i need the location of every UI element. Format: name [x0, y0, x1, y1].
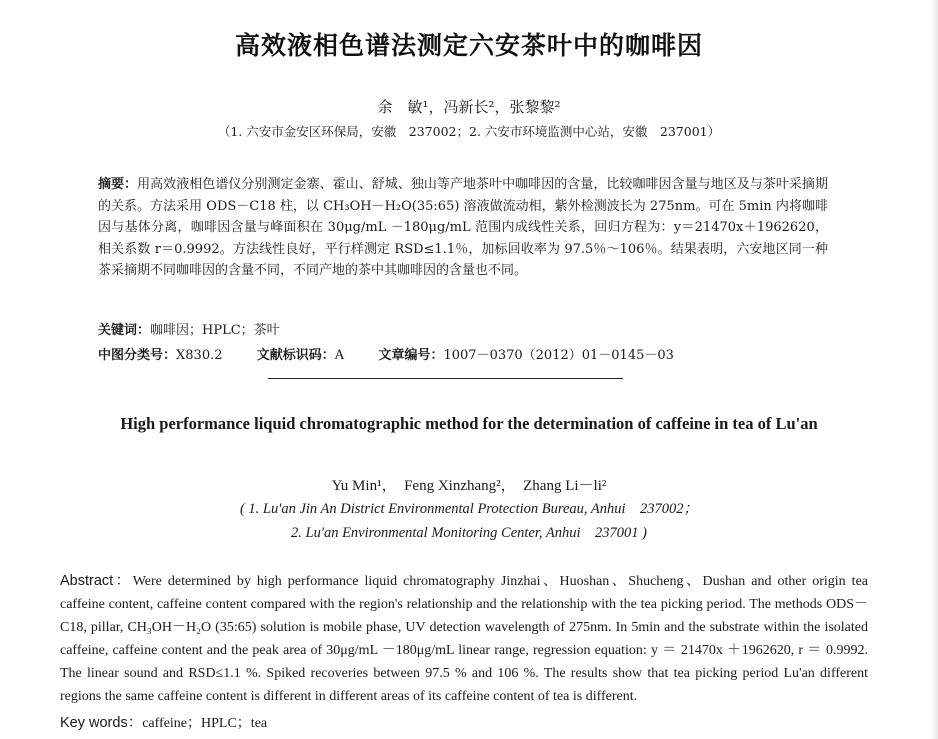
- english-authors: Yu Min¹， Feng Xinzhang²， Zhang Li－li²: [331, 478, 607, 494]
- english-abstract: [60, 570, 868, 708]
- english-keywords-label: Key words：: [60, 715, 143, 731]
- article-no-value: 1007－0370（2012）01－0145－03: [443, 348, 674, 363]
- english-affiliation-2-text: 2. Lu'an Environmental Monitoring Center, Anhui 237001 ): [291, 525, 647, 541]
- english-keywords-text: caffeine；HPLC；tea: [142, 716, 268, 731]
- doc-code-label: 文献标识码：: [256, 348, 335, 363]
- chinese-authors: 余 敏¹，冯新长²，张黎黎²: [377, 98, 561, 116]
- chinese-abstract-label: 摘要：: [98, 177, 138, 192]
- chinese-keywords: [98, 319, 828, 338]
- clc-value: X830.2: [176, 348, 223, 363]
- section-divider: [268, 378, 623, 379]
- doc-code-value: A: [334, 348, 345, 363]
- chinese-abstract: [98, 174, 828, 282]
- english-affiliation-1-text: ( 1. Lu'an Jin An District Environmental Protection Bureau, Anhui 237002；: [239, 501, 699, 517]
- english-affiliation-1: [0, 497, 938, 518]
- classification-line: [98, 344, 858, 363]
- clc-label: 中图分类号：: [98, 348, 177, 363]
- chinese-keywords-text: 咖啡因；HPLC；茶叶: [150, 323, 280, 338]
- english-affiliation-2: [0, 521, 938, 542]
- chinese-keywords-label: 关键词：: [98, 323, 151, 338]
- page-edge-shadow: [930, 0, 938, 739]
- chinese-title: 高效液相色谱法测定六安茶叶中的咖啡因: [234, 31, 703, 60]
- chinese-affiliation: （1. 六安市金安区环保局，安徽 237002；2. 六安市环境监测中心站，安徽 237001）: [217, 124, 721, 139]
- article-no-label: 文章编号：: [378, 348, 444, 363]
- english-abstract-text: Were determined by high performance liquid chromatography Jinzhai、Huoshan、Shucheng、Dushan and other origin tea caffeine content, caffeine content compared with the region's relationship and the relationship with the tea picking period. The methods ODS－C18, pillar, CH₃OH－H₂O (35:65) solution is mobile phase, UV detection wavelength of 275nm. In 5min and the substrate within the isolated caffeine, caffeine content and the peak area of 30μg/mL －180μg/mL linear range, regression equation: y ＝ 21470x ＋1962620, r ＝ 0.9992. The linear sound and RSD≤1.1 %. Spiked recoveries between 97.5 % and 106 %. The results show that tea picking period Lu'an different regions the same caffeine content is different in different areas of its caffeine content of tea is different.: [60, 574, 869, 704]
- english-abstract-label: Abstract：: [60, 573, 133, 589]
- english-title: High performance liquid chromatographic method for the determination of caffeine in tea of Lu'an: [120, 414, 818, 433]
- chinese-abstract-text: 用高效液相色谱仪分别测定金寨、霍山、舒城、独山等产地茶叶中咖啡因的含量，比较咖啡因含量与地区及与茶叶采摘期的关系。方法采用 ODS－C18 柱，以 CH₃OH－H₂O(35:65) 溶液做流动相，紫外检测波长为 275nm。可在 5min 内将咖啡因与基体分离，咖啡因含量与峰面积在 30μg/mL －180μg/mL 范围内成线性关系，回归方程为：y＝21470x＋1962620，相关系数 r＝0.9992。方法线性良好，平行样测定 RSD≤1.1％，加标回收率为 97.5％～106％。结果表明，六安地区同一种茶采摘期不同咖啡因的含量不同，不同产地的茶中其咖啡因的含量也不同。: [98, 177, 828, 278]
- english-keywords: [60, 711, 868, 732]
